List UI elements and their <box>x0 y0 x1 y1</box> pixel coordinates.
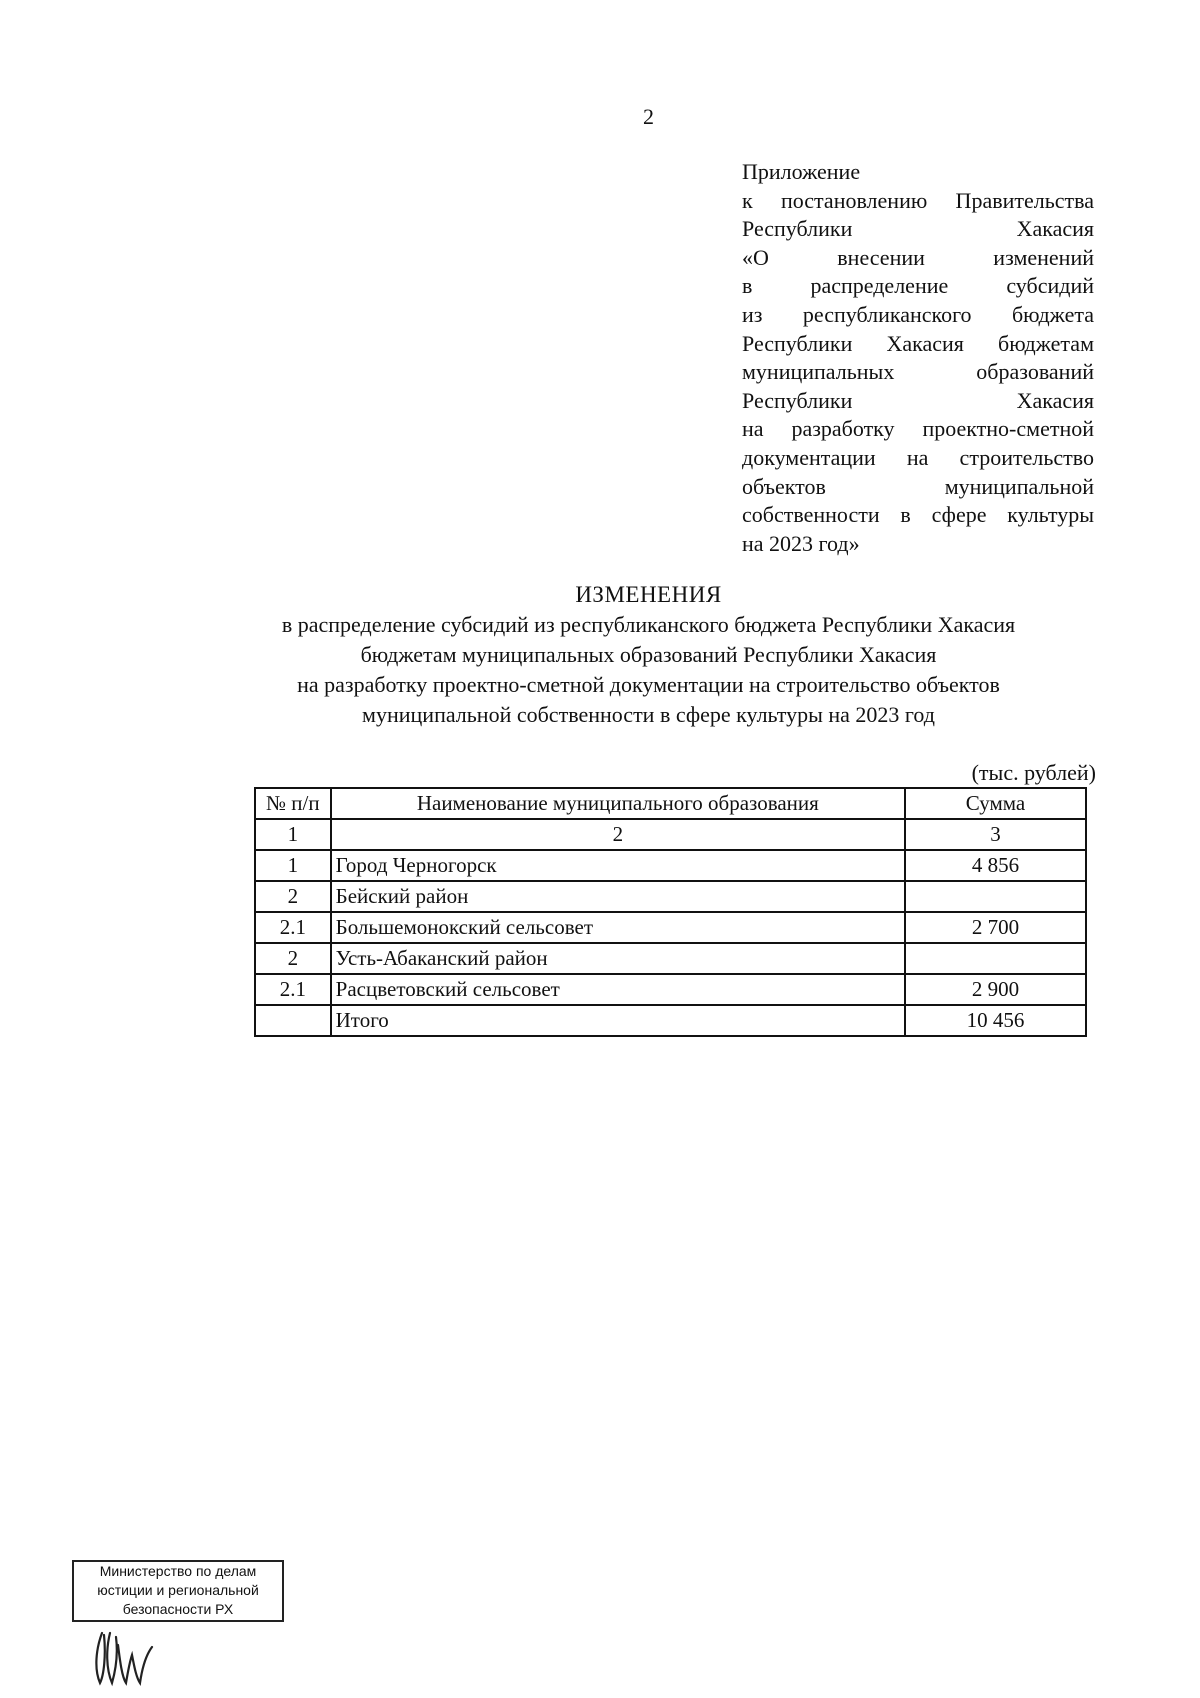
ministry-stamp <box>72 1560 284 1622</box>
appendix-line: «О внесении изменений <box>742 244 1094 270</box>
document-title: ИЗМЕНЕНИЯ <box>575 582 722 607</box>
appendix-line: Республики Хакасия <box>742 387 1094 413</box>
row-name: Итого <box>331 1005 905 1036</box>
table-row <box>255 943 1086 974</box>
document-subtitle-line: в распределение субсидий из республиканского бюджета Республики Хакасия <box>281 612 1016 637</box>
row-number <box>255 1005 331 1036</box>
distribution-table <box>254 787 1087 1037</box>
header-number: № п/п <box>255 788 331 819</box>
row-number: 2.1 <box>255 912 331 943</box>
appendix-line: Приложение <box>742 159 861 184</box>
table-total-row <box>255 1005 1086 1036</box>
column-number: 1 <box>255 819 331 850</box>
row-name: Расцветовский сельсовет <box>331 974 905 1005</box>
row-number: 1 <box>255 850 331 881</box>
row-name: Большемонокский сельсовет <box>331 912 905 943</box>
stamp-line: безопасности РХ <box>122 1601 234 1617</box>
appendix-line: в распределение субсидий <box>742 273 1094 299</box>
table-row <box>255 912 1086 943</box>
units-label: (тыс. рублей) <box>971 760 1096 785</box>
appendix-line: объектов муниципальной <box>742 473 1094 499</box>
row-sum <box>905 943 1086 974</box>
column-number: 2 <box>331 819 905 850</box>
table-row <box>255 850 1086 881</box>
row-sum: 10 456 <box>905 1005 1086 1036</box>
row-name: Усть-Абаканский район <box>331 943 905 974</box>
stamp-line: Министерство по делам <box>99 1563 257 1579</box>
row-number: 2 <box>255 881 331 912</box>
row-name: Город Черногорск <box>331 850 905 881</box>
appendix-line: на разработку проектно-сметной <box>742 416 1094 442</box>
row-sum: 2 700 <box>905 912 1086 943</box>
table-row <box>255 881 1086 912</box>
appendix-line: из республиканского бюджета <box>742 301 1094 327</box>
column-number-row <box>255 819 1086 850</box>
row-name: Бейский район <box>331 881 905 912</box>
appendix-line: собственности в сфере культуры <box>742 502 1094 528</box>
document-subtitle-line: муниципальной собственности в сфере культуры на 2023 год <box>362 702 935 727</box>
column-number: 3 <box>905 819 1086 850</box>
table-row <box>255 974 1086 1005</box>
appendix-line: Республики Хакасия бюджетам <box>742 330 1094 356</box>
row-sum <box>905 881 1086 912</box>
page-number: 2 <box>643 104 654 129</box>
document-subtitle-line: на разработку проектно-сметной документации на строительство объектов <box>297 672 1000 697</box>
appendix-line: на 2023 год» <box>742 530 860 556</box>
stamp-line: юстиции и региональной <box>97 1582 259 1598</box>
appendix-line: к постановлению Правительства <box>742 187 1094 213</box>
row-number: 2.1 <box>255 974 331 1005</box>
row-sum: 2 900 <box>905 974 1086 1005</box>
document-title-block <box>150 580 1147 730</box>
appendix-line: документации на строительство <box>742 444 1094 470</box>
appendix-block <box>742 158 1094 558</box>
appendix-line: муниципальных образований <box>742 359 1094 385</box>
row-number: 2 <box>255 943 331 974</box>
table-header-row <box>255 788 1086 819</box>
header-sum: Сумма <box>905 788 1086 819</box>
row-sum: 4 856 <box>905 850 1086 881</box>
header-name: Наименование муниципального образования <box>331 788 905 819</box>
appendix-line: Республики Хакасия <box>742 216 1094 242</box>
document-subtitle-line: бюджетам муниципальных образований Республики Хакасия <box>360 642 937 667</box>
signature-icon <box>92 1625 172 1689</box>
